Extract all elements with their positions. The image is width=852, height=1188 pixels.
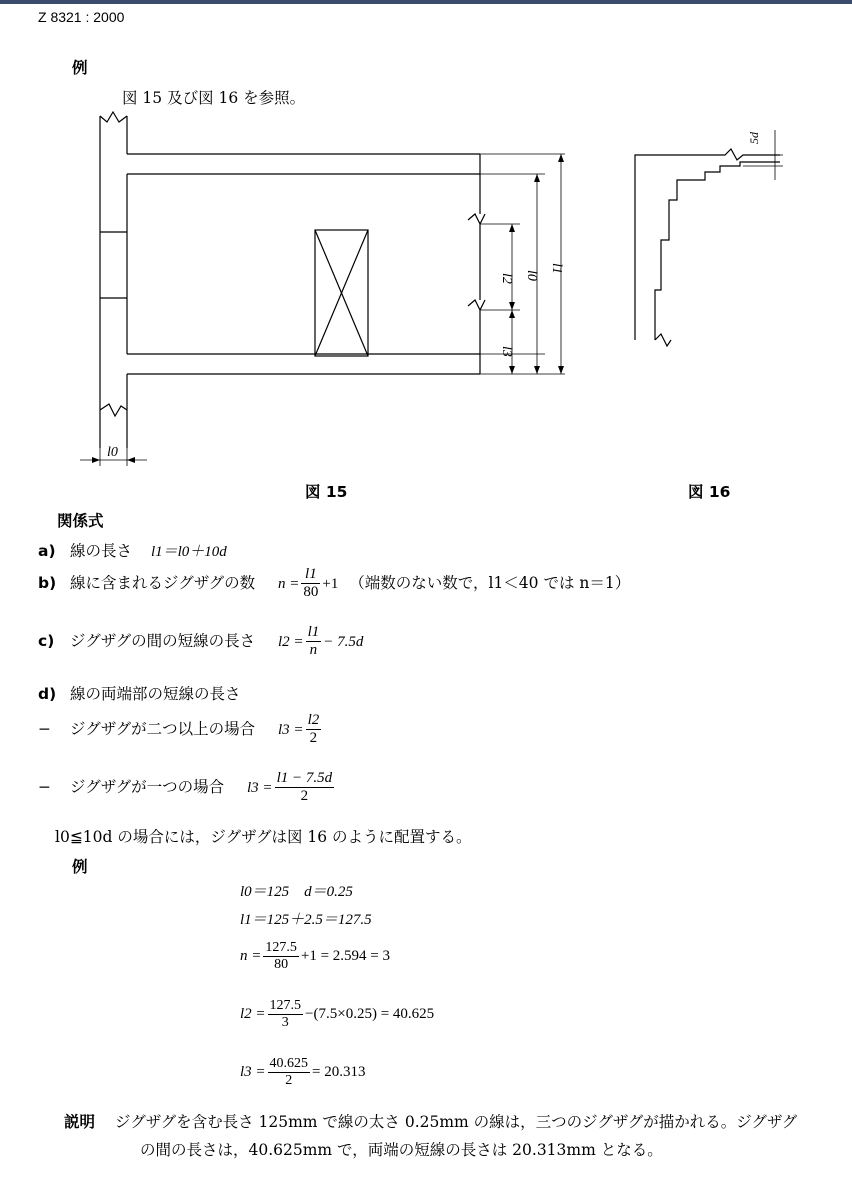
fig15-label-l3: l3 — [499, 346, 514, 357]
relations-heading: 関係式 — [57, 512, 104, 530]
example2-line5: l3 = $\frac{40.625}{2}$ = 20.313 — [240, 1056, 366, 1089]
figure-15-drawing — [75, 108, 595, 473]
window-top-bar — [0, 0, 852, 4]
relation-d: d) 線の両端部の短線の長さ — [38, 685, 241, 703]
relation-d1: − ジグザグが二つ以上の場合 l3 = $\frac{l2}{2}$ — [38, 712, 320, 747]
figure-15-caption: 図 15 — [305, 483, 348, 501]
example2-line4: l2 = $\frac{127.5}{3}$ −(7.5×0.25) = 40.625 — [240, 998, 435, 1031]
fig16-label-5d: 5d — [747, 132, 761, 144]
example2-heading: 例 — [72, 858, 88, 876]
example-heading: 例 — [72, 59, 88, 77]
example2-line3: n = $\frac{127.5}{80}$ +1 = 2.594 = 3 — [240, 940, 391, 973]
relation-note: l0≦10d の場合には，ジグザグは図 16 のように配置する。 — [55, 828, 472, 846]
explanation-label: 説明 — [64, 1113, 96, 1131]
fig15-label-l0: l0 — [524, 270, 539, 281]
relation-b: b) 線に含まれるジグザグの数 n = $\frac{l1}{80}$ +1 （端数のない数で，l1＜40 では n＝1） — [38, 566, 631, 601]
figure-reference-text: 図 15 及び図 16 を参照。 — [122, 89, 306, 107]
figure-16-caption: 図 16 — [688, 483, 731, 501]
relation-d2: − ジグザグが一つの場合 l3 = $\frac{l1 - 7.5d}{2}$ — [38, 770, 333, 805]
relation-c: c) ジグザグの間の短線の長さ l2 = $\frac{l1}{n}$ − 7.5d — [38, 624, 364, 659]
fig15-label-l1: l1 — [549, 263, 564, 274]
explanation-line2: の間の長さは，40.625mm で，両端の短線の長さは 20.313mm となる。 — [140, 1141, 663, 1159]
relation-a: a) 線の長さ l1＝l0＋10d — [38, 542, 227, 560]
explanation-line1: ジグザグを含む長さ 125mm で線の太さ 0.25mm の線は，三つのジグザグが描かれる。ジグザグ — [115, 1113, 798, 1131]
figure-16-drawing — [625, 120, 785, 350]
example2-line2: l1＝125＋2.5＝127.5 — [240, 912, 372, 928]
fig15-label-l2: l2 — [499, 273, 514, 284]
example2-line1: l0＝125 d＝0.25 — [240, 884, 353, 900]
document-id: Z 8321 : 2000 — [38, 9, 125, 25]
fig15-label-l0-bottom: l0 — [107, 445, 118, 460]
